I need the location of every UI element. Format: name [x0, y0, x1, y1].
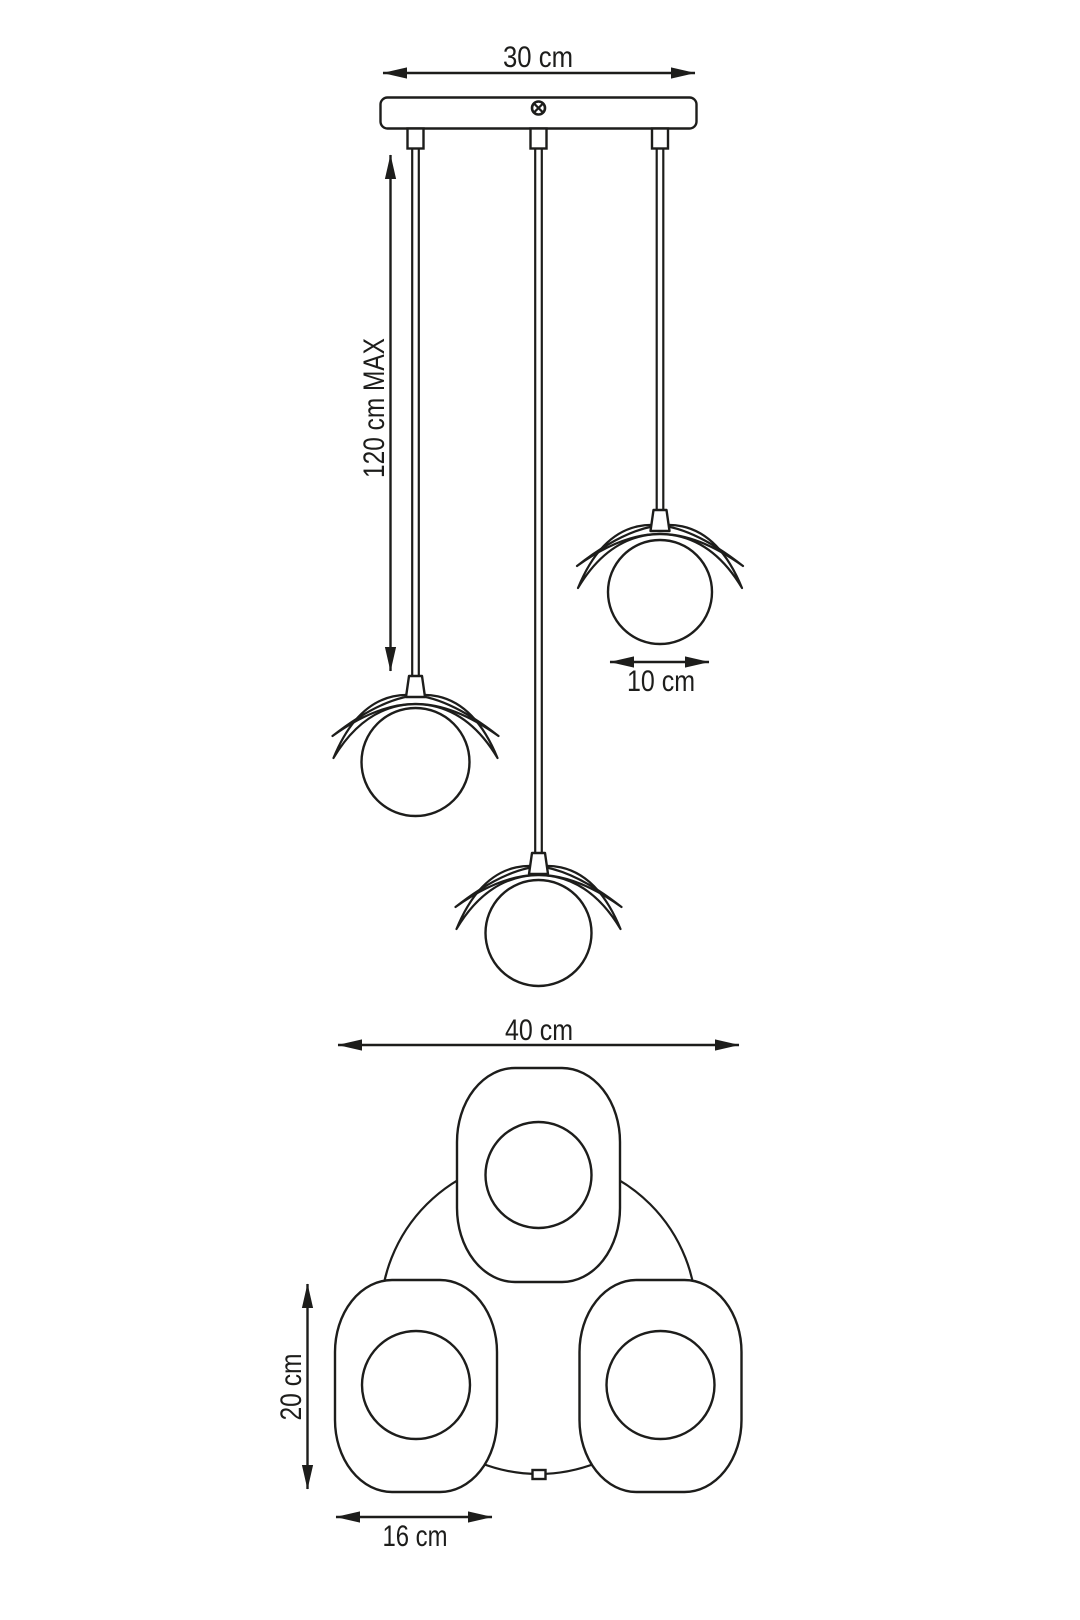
pendant-right	[577, 510, 743, 644]
overall-width-label: 40 cm	[505, 1014, 573, 1047]
shade-globe	[607, 1331, 715, 1439]
dimension-shade-depth	[275, 1284, 308, 1489]
screw-icon	[532, 102, 545, 115]
globe-shade	[486, 880, 592, 986]
cord-right	[652, 129, 668, 511]
shade-globe	[486, 1122, 592, 1228]
front-view	[333, 41, 744, 986]
socket	[651, 510, 670, 531]
shade-width-label: 16 cm	[382, 1520, 448, 1553]
shade-left	[335, 1280, 497, 1492]
cord-connector	[652, 129, 668, 149]
shade-diameter-label: 10 cm	[627, 665, 695, 698]
socket	[406, 676, 425, 697]
cord-connector	[408, 129, 424, 149]
canopy-width-label: 30 cm	[503, 41, 573, 74]
dimension-canopy-width	[383, 41, 695, 74]
top-view	[275, 1014, 742, 1553]
cord-center	[531, 129, 547, 854]
shade-top	[457, 1068, 620, 1282]
dimension-suspension-length	[358, 155, 391, 671]
shade-globe	[362, 1331, 470, 1439]
ceiling-canopy	[381, 98, 697, 129]
dimension-overall-width	[338, 1014, 739, 1047]
globe-shade	[362, 708, 470, 816]
pendant-center	[456, 853, 622, 986]
cord-left	[408, 129, 424, 677]
globe-shade	[608, 540, 712, 644]
shade-right	[580, 1280, 742, 1492]
dimension-shade-diameter	[610, 662, 709, 698]
cable-exit-tab	[533, 1470, 546, 1479]
pendant-left	[333, 676, 499, 816]
dimension-shade-width	[336, 1517, 492, 1553]
socket	[529, 853, 548, 874]
shade-depth-label: 20 cm	[275, 1338, 308, 1421]
cord-connector	[531, 129, 547, 149]
suspension-length-label: 120 cm MAX	[358, 306, 391, 478]
